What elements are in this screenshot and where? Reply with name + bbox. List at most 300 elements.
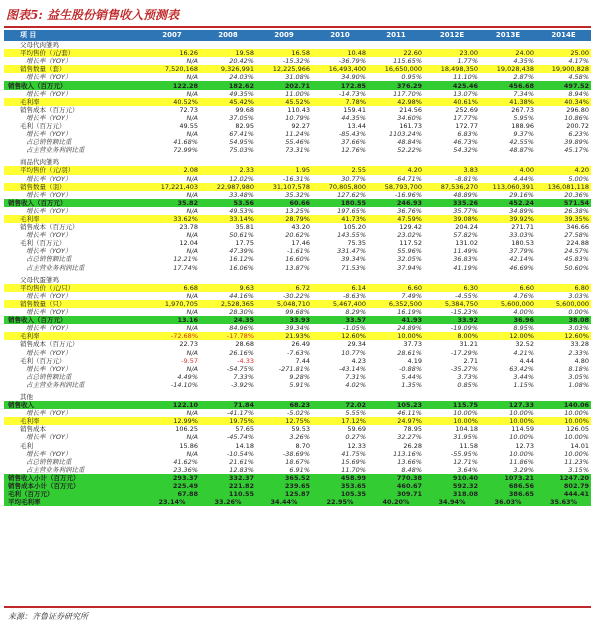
table-cell: 21.93% bbox=[256, 332, 312, 340]
table-cell: 40.52% bbox=[144, 98, 200, 106]
table-cell: -17.29% bbox=[450, 348, 478, 357]
table-cell: 58,793,700 bbox=[368, 183, 424, 191]
table-cell bbox=[312, 41, 368, 49]
table-cell: 11.24% bbox=[285, 130, 310, 139]
table-cell: 2.33% bbox=[568, 348, 589, 357]
table-cell: 3.73% bbox=[457, 372, 478, 381]
table-cell: 1.77% bbox=[457, 57, 478, 66]
table-row bbox=[4, 106, 591, 114]
table-cell: N/A bbox=[186, 174, 198, 183]
table-row bbox=[4, 191, 591, 199]
table-cell: 22.60 bbox=[368, 49, 424, 57]
table-cell: 11.23% bbox=[564, 457, 589, 466]
table-cell: 159.41 bbox=[343, 105, 366, 114]
table-cell: 376.29 bbox=[368, 81, 424, 89]
table-cell: 225.49 bbox=[144, 482, 200, 490]
table-cell: 7.44 bbox=[295, 356, 310, 365]
table-cell: 46.73% bbox=[453, 138, 478, 147]
table-cell: N/A bbox=[186, 308, 198, 317]
row-label: 销售数量（只） bbox=[4, 300, 144, 308]
table-cell: 10.77% bbox=[341, 348, 366, 357]
table-cell: 39.34% bbox=[285, 324, 310, 333]
table-cell: 571.54 bbox=[536, 199, 591, 207]
table-row bbox=[4, 482, 591, 490]
table-cell: 13.07% bbox=[453, 89, 478, 98]
table-cell: 686.56 bbox=[480, 482, 536, 490]
table-cell: 7.33% bbox=[233, 372, 254, 381]
table-cell: 12.75% bbox=[256, 417, 312, 425]
table-cell: 16.26 bbox=[144, 49, 200, 57]
table-row bbox=[4, 433, 591, 441]
table-row bbox=[4, 357, 591, 365]
table-cell: 24.35 bbox=[200, 316, 256, 324]
table-cell: -8.63% bbox=[343, 291, 366, 300]
table-cell: 24.89% bbox=[397, 324, 422, 333]
table-cell: 19,028,438 bbox=[480, 65, 536, 73]
table-row bbox=[4, 215, 591, 223]
table-row bbox=[4, 365, 591, 373]
table-cell: 2.55 bbox=[312, 166, 368, 174]
table-cell bbox=[368, 41, 424, 49]
table-row bbox=[4, 130, 591, 138]
row-label: 毛利（百万元） bbox=[20, 239, 66, 248]
row-label: 毛利率 bbox=[4, 98, 144, 106]
table-cell: 117.52 bbox=[399, 239, 422, 248]
table-cell: 4.80 bbox=[574, 356, 589, 365]
table-cell: 105.35 bbox=[312, 490, 368, 498]
table-cell: 802.79 bbox=[536, 482, 591, 490]
table-cell: 73.31% bbox=[285, 146, 310, 155]
table-cell: 6,352,500 bbox=[368, 300, 424, 308]
table-cell: 26.38% bbox=[564, 206, 589, 215]
table-row bbox=[4, 381, 591, 389]
table-cell: 5,048,710 bbox=[256, 300, 312, 308]
report-title: 图表5: 益生股份销售收入预测表 bbox=[6, 8, 179, 22]
table-cell: -36.79% bbox=[338, 57, 366, 66]
table-cell: 161.73 bbox=[399, 121, 422, 130]
table-cell: 33.93 bbox=[256, 316, 312, 324]
table-cell: 33.28 bbox=[570, 340, 589, 349]
table-cell: 202.71 bbox=[256, 81, 312, 89]
table-cell: 22.95% bbox=[312, 498, 368, 506]
table-row bbox=[4, 175, 591, 183]
table-cell: 239.65 bbox=[256, 482, 312, 490]
table-cell: 22,987,980 bbox=[200, 183, 256, 191]
table-cell: 84.96% bbox=[229, 324, 254, 333]
table-cell: -30.22% bbox=[282, 291, 310, 300]
table-cell: 35.77% bbox=[453, 206, 478, 215]
table-cell: 71.84 bbox=[200, 401, 256, 409]
row-label: 销售数量（套） bbox=[4, 65, 144, 73]
table-cell: 49.53% bbox=[229, 206, 254, 215]
table-cell: 1.15% bbox=[513, 380, 534, 389]
table-cell: 35.82 bbox=[144, 199, 200, 207]
section-header-row bbox=[4, 41, 591, 49]
table-cell: 10.00% bbox=[509, 433, 534, 442]
table-cell: 106.25 bbox=[175, 425, 198, 434]
table-row bbox=[4, 300, 591, 308]
table-cell: 39.92% bbox=[480, 215, 536, 223]
table-cell: 3.83 bbox=[424, 166, 480, 174]
table-cell: 12.21% bbox=[173, 255, 198, 264]
table-cell: 7.78% bbox=[312, 98, 368, 106]
table-cell: 20.62% bbox=[285, 231, 310, 240]
table-cell: 252.69 bbox=[455, 105, 478, 114]
table-cell bbox=[536, 276, 591, 284]
table-cell: 16.19% bbox=[397, 308, 422, 317]
table-cell: 10.00% bbox=[480, 417, 536, 425]
table-cell: 3.29% bbox=[513, 465, 534, 474]
table-cell: 43.20 bbox=[291, 223, 310, 232]
table-cell: 10.79% bbox=[285, 113, 310, 122]
table-row bbox=[4, 348, 591, 356]
row-label: 销售成本（百万元） bbox=[20, 340, 79, 349]
table-cell: 11.70% bbox=[341, 465, 366, 474]
row-label: 增长率（YOY） bbox=[26, 231, 72, 240]
table-cell: 28.68 bbox=[235, 340, 254, 349]
table-row bbox=[4, 231, 591, 239]
table-cell: 4.23 bbox=[351, 356, 366, 365]
table-cell: 33.62% bbox=[144, 215, 200, 223]
table-cell: 246.93 bbox=[368, 199, 424, 207]
table-cell: 318.08 bbox=[424, 490, 480, 498]
table-cell: 9.63 bbox=[200, 284, 256, 292]
table-cell: 13.25% bbox=[285, 206, 310, 215]
table-cell: 68.23 bbox=[256, 401, 312, 409]
row-label: 销售收入（百万元） bbox=[4, 316, 144, 324]
table-cell: 456.68 bbox=[480, 81, 536, 89]
table-cell: -7.63% bbox=[287, 348, 310, 357]
table-row bbox=[4, 183, 591, 191]
row-label: 占总销售额比重 bbox=[26, 138, 72, 147]
table-row bbox=[4, 166, 591, 174]
table-cell: 309.71 bbox=[368, 490, 424, 498]
table-cell: 10.00% bbox=[564, 409, 589, 418]
table-cell: -85.43% bbox=[338, 130, 366, 139]
table-cell: 13.66% bbox=[397, 457, 422, 466]
table-cell: 4.02% bbox=[345, 380, 366, 389]
row-label: 占主营业务利润比重 bbox=[26, 146, 85, 155]
table-cell: 3.05% bbox=[568, 372, 589, 381]
table-cell: 15.86 bbox=[179, 441, 198, 450]
table-cell: -38.69% bbox=[282, 449, 310, 458]
table-cell: 45.42% bbox=[200, 98, 256, 106]
table-cell: 12,225,966 bbox=[256, 65, 312, 73]
table-cell: 122.28 bbox=[144, 81, 200, 89]
table-cell: 23.78 bbox=[179, 223, 198, 232]
table-row bbox=[4, 247, 591, 255]
column-header-year: 2009 bbox=[256, 30, 312, 41]
table-cell: 12.99% bbox=[144, 417, 200, 425]
table-cell: 3.26% bbox=[289, 433, 310, 442]
table-cell: N/A bbox=[186, 433, 198, 442]
table-cell: 33.26% bbox=[200, 498, 256, 506]
table-cell: -15.32% bbox=[282, 57, 310, 66]
table-cell: 172.85 bbox=[312, 81, 368, 89]
table-cell: 45.17% bbox=[564, 146, 589, 155]
table-cell: 16.06% bbox=[229, 263, 254, 272]
table-row bbox=[4, 65, 591, 73]
table-cell: 8.70 bbox=[295, 441, 310, 450]
table-cell: 18.67% bbox=[285, 457, 310, 466]
row-label: 增长率（YOY） bbox=[26, 409, 72, 418]
column-header-year: 2010 bbox=[312, 30, 368, 41]
table-cell: -54.75% bbox=[226, 364, 254, 373]
table-cell: 12.71% bbox=[453, 457, 478, 466]
table-cell: 75.03% bbox=[229, 146, 254, 155]
row-label: 增长率（YOY） bbox=[26, 190, 72, 199]
table-cell: 32.27% bbox=[397, 433, 422, 442]
table-cell: 14.18 bbox=[235, 441, 254, 450]
table-cell: 46.11% bbox=[397, 409, 422, 418]
table-cell: 110.55 bbox=[200, 490, 256, 498]
table-cell: 19,900,828 bbox=[536, 65, 591, 73]
table-row bbox=[4, 122, 591, 130]
table-cell bbox=[256, 393, 312, 401]
table-cell bbox=[256, 158, 312, 166]
table-cell: -19.09% bbox=[450, 324, 478, 333]
table-cell: 6.72 bbox=[256, 284, 312, 292]
table-row bbox=[4, 146, 591, 154]
column-header-year: 2011 bbox=[368, 30, 424, 41]
table-cell: 33.57 bbox=[312, 316, 368, 324]
table-cell: 12.33 bbox=[347, 441, 366, 450]
table-cell: 104.18 bbox=[455, 425, 478, 434]
table-cell: -10.54% bbox=[226, 449, 254, 458]
table-cell: 3.44% bbox=[513, 372, 534, 381]
row-label: 增长率（YOY） bbox=[26, 433, 72, 442]
table-cell: N/A bbox=[186, 324, 198, 333]
table-cell: 47.39% bbox=[229, 247, 254, 256]
table-cell: 6.83% bbox=[457, 130, 478, 139]
row-label: 增长率（YOY） bbox=[26, 206, 72, 215]
table-row bbox=[4, 340, 591, 348]
table-cell: 39.08% bbox=[424, 215, 480, 223]
table-cell bbox=[312, 276, 368, 284]
table-cell: -5.02% bbox=[287, 409, 310, 418]
column-header-year: 2008 bbox=[200, 30, 256, 41]
table-cell: 12.00% bbox=[480, 332, 536, 340]
table-row bbox=[4, 81, 591, 89]
table-cell: 221.82 bbox=[200, 482, 256, 490]
row-label: 销售成本（百万元） bbox=[20, 105, 79, 114]
table-row bbox=[4, 316, 591, 324]
table-cell: 11.00% bbox=[285, 89, 310, 98]
source-note: 来源：齐鲁证券研究所 bbox=[8, 612, 88, 621]
table-cell: 35.81 bbox=[235, 223, 254, 232]
table-cell: 37.79% bbox=[509, 247, 534, 256]
table-cell: 127.33 bbox=[480, 401, 536, 409]
column-header-year: 2007 bbox=[144, 30, 200, 41]
table-cell: 16.60% bbox=[285, 255, 310, 264]
row-label: 父母代蛋雏鸡 bbox=[4, 276, 144, 284]
table-cell: -4.33 bbox=[237, 356, 254, 365]
table-cell bbox=[256, 41, 312, 49]
table-cell: 0.95% bbox=[401, 73, 422, 82]
table-cell: 34.60% bbox=[397, 113, 422, 122]
table-cell: N/A bbox=[186, 364, 198, 373]
table-cell: 6.80 bbox=[536, 284, 591, 292]
table-cell: 24.97% bbox=[368, 417, 424, 425]
table-cell: 10.86% bbox=[564, 113, 589, 122]
row-label: 销售收入（百万元） bbox=[4, 199, 144, 207]
table-cell: 17.74% bbox=[173, 263, 198, 272]
table-cell: 365.52 bbox=[256, 474, 312, 482]
table-cell: 33.14% bbox=[200, 215, 256, 223]
table-row bbox=[4, 450, 591, 458]
table-cell: -41.17% bbox=[226, 409, 254, 418]
table-cell: 8.48% bbox=[401, 465, 422, 474]
row-label: 增长率（YOY） bbox=[26, 291, 72, 300]
table-row bbox=[4, 332, 591, 340]
table-cell: 12.83% bbox=[229, 465, 254, 474]
table-cell: 28.30% bbox=[229, 308, 254, 317]
table-cell: 4.17% bbox=[568, 57, 589, 66]
table-cell: 0.00% bbox=[568, 308, 589, 317]
table-cell bbox=[368, 393, 424, 401]
table-cell: 214.56 bbox=[399, 105, 422, 114]
table-row bbox=[4, 401, 591, 409]
table-cell: -14.73% bbox=[338, 89, 366, 98]
table-cell: 33.03% bbox=[509, 231, 534, 240]
table-cell: N/A bbox=[186, 348, 198, 357]
table-cell: 59.69 bbox=[347, 425, 366, 434]
table-cell: -0.88% bbox=[399, 364, 422, 373]
table-row bbox=[4, 98, 591, 106]
table-cell: 67.88 bbox=[144, 490, 200, 498]
table-cell: 126.05 bbox=[566, 425, 589, 434]
table-cell: 29.16% bbox=[509, 190, 534, 199]
row-label: 销售成本 bbox=[20, 425, 46, 434]
table-row bbox=[4, 49, 591, 57]
table-cell: 34.94% bbox=[424, 498, 480, 506]
row-label: 增长率（YOY） bbox=[26, 113, 72, 122]
table-cell: 39.34% bbox=[341, 255, 366, 264]
table-cell: 9,326,991 bbox=[200, 65, 256, 73]
row-label: 毛利（百万元） bbox=[20, 356, 66, 365]
table-cell: 25.00 bbox=[536, 49, 591, 57]
table-cell: 34.89% bbox=[509, 206, 534, 215]
row-label: 毛利率 bbox=[4, 332, 144, 340]
table-cell: 44.16% bbox=[229, 291, 254, 300]
table-cell: 4.49% bbox=[177, 372, 198, 381]
table-cell: 47.59% bbox=[368, 215, 424, 223]
table-cell: 49.35% bbox=[229, 89, 254, 98]
table-cell bbox=[200, 393, 256, 401]
table-cell: 71.53% bbox=[341, 263, 366, 272]
table-cell: 6.68 bbox=[144, 284, 200, 292]
table-cell: 45.52% bbox=[256, 98, 312, 106]
table-cell: -17.78% bbox=[200, 332, 256, 340]
table-cell bbox=[368, 158, 424, 166]
table-cell: 10.00% bbox=[368, 332, 424, 340]
table-cell: -15.23% bbox=[450, 308, 478, 317]
table-cell: 40.61% bbox=[424, 98, 480, 106]
table-cell: 13.87% bbox=[285, 263, 310, 272]
table-cell bbox=[144, 41, 200, 49]
table-cell: 331.47% bbox=[337, 247, 366, 256]
table-cell: 53.56 bbox=[200, 199, 256, 207]
table-cell: 5.55% bbox=[345, 409, 366, 418]
table-cell: 1.95 bbox=[256, 166, 312, 174]
table-cell: 16.58 bbox=[256, 49, 312, 57]
row-label: 平均售价（元/羽） bbox=[4, 166, 144, 174]
table-cell: 26.28 bbox=[403, 441, 422, 450]
table-cell: 23.00 bbox=[424, 49, 480, 57]
table-cell: 54.32% bbox=[453, 146, 478, 155]
table-cell: 110.43 bbox=[287, 105, 310, 114]
table-cell: 1,970,705 bbox=[144, 300, 200, 308]
row-label: 平均毛利率 bbox=[4, 498, 144, 506]
table-cell: 2.33 bbox=[200, 166, 256, 174]
table-cell: 31,107,578 bbox=[256, 183, 312, 191]
column-header-year: 2013E bbox=[480, 30, 536, 41]
table-cell: 2.71 bbox=[463, 356, 478, 365]
table-cell: 39.89% bbox=[564, 138, 589, 147]
table-cell: 34.44% bbox=[256, 498, 312, 506]
table-cell: 37.94% bbox=[397, 263, 422, 272]
row-label: 增长率（YOY） bbox=[26, 174, 72, 183]
table-cell: N/A bbox=[186, 449, 198, 458]
table-cell: 4.58% bbox=[568, 73, 589, 82]
table-cell: 42.55% bbox=[509, 138, 534, 147]
table-cell: 41.68% bbox=[173, 138, 198, 147]
table-cell: 125.87 bbox=[256, 490, 312, 498]
table-cell: 197.65% bbox=[337, 206, 366, 215]
table-cell: 48.84% bbox=[397, 138, 422, 147]
table-cell: 180.55 bbox=[312, 199, 368, 207]
table-cell: 99.68% bbox=[285, 308, 310, 317]
table-cell: 8.18% bbox=[568, 364, 589, 373]
table-cell: 46.69% bbox=[509, 263, 534, 272]
table-cell: 31.08% bbox=[285, 73, 310, 82]
table-cell: 16,493,400 bbox=[312, 65, 368, 73]
table-cell: 7.34% bbox=[513, 89, 534, 98]
table-cell: 48.89% bbox=[453, 190, 478, 199]
table-row bbox=[4, 308, 591, 316]
section-header-row bbox=[4, 158, 591, 166]
row-label: 毛利 bbox=[20, 441, 33, 450]
table-row bbox=[4, 223, 591, 231]
row-label: 销售收入 bbox=[4, 401, 144, 409]
table-cell: 10.00% bbox=[509, 409, 534, 418]
table-cell: 10.00% bbox=[536, 417, 591, 425]
table-cell: 24.00 bbox=[480, 49, 536, 57]
table-cell: 37.66% bbox=[341, 138, 366, 147]
table-cell: 5,467,400 bbox=[312, 300, 368, 308]
table-cell: 458.99 bbox=[312, 474, 368, 482]
table-cell: -43.14% bbox=[338, 364, 366, 373]
table-cell: 41.38% bbox=[480, 98, 536, 106]
table-cell: 770.38 bbox=[368, 474, 424, 482]
table-cell: N/A bbox=[186, 291, 198, 300]
row-label: 增长率（YOY） bbox=[26, 348, 72, 357]
table-cell: 4.44% bbox=[513, 174, 534, 183]
row-label: 占主营业务利润比重 bbox=[26, 263, 85, 272]
table-cell: 78.95 bbox=[403, 425, 422, 434]
table-row bbox=[4, 57, 591, 65]
table-cell: N/A bbox=[186, 73, 198, 82]
row-label: 销售成本（百万元） bbox=[20, 223, 79, 232]
table-cell: 9.37% bbox=[513, 130, 534, 139]
row-label: 平均售价（元/套） bbox=[4, 49, 144, 57]
table-cell: 267.73 bbox=[511, 105, 534, 114]
row-label: 占总销售额比重 bbox=[26, 255, 72, 264]
row-label: 销售成本小计（百万元） bbox=[4, 482, 144, 490]
table-cell: N/A bbox=[186, 206, 198, 215]
table-row bbox=[4, 239, 591, 247]
table-cell: 19.58 bbox=[200, 49, 256, 57]
